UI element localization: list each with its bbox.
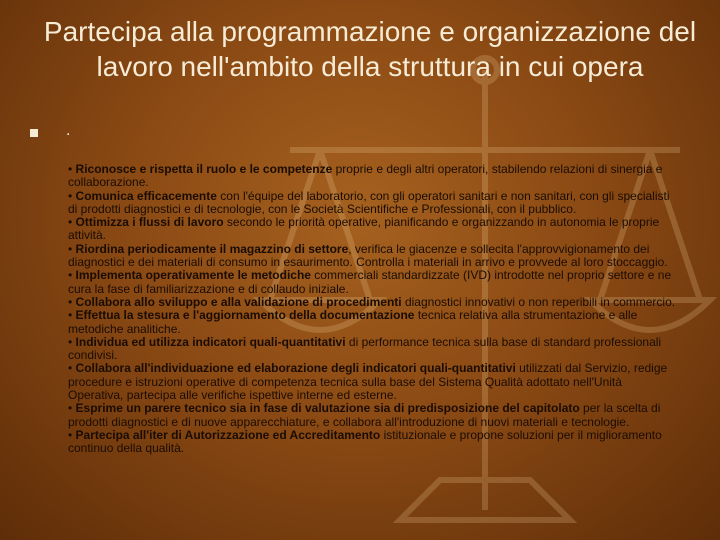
- item-bold: Effettua la stesura e l'aggiornamento della documentazione: [75, 308, 415, 323]
- item-text: istituzionale e propone soluzioni per il miglioramento continuo della qualità.: [68, 427, 662, 456]
- item-text: commerciali standardizzate (IVD) introdotte nel proprio settore e ne cura la fase di familiarizzazione e di collaudo iniziale.: [68, 268, 672, 296]
- item-bold: Individua ed utilizza indicatori quali-quantitativi: [75, 334, 346, 349]
- item-text: tecnica relativa alla strumentazione e alle metodiche analitiche.: [68, 308, 638, 336]
- bullet-list: [68, 163, 676, 456]
- list-item: • Implementa operativamente le metodiche commerciali standardizzate (IVD) introdotte nel proprio settore e ne cura la fase di familiarizzazione e di collaudo iniziale.: [68, 268, 672, 296]
- slide-title: Partecipa alla programmazione e organizzazione del lavoro nell'ambito della struttura in cui opera: [43, 16, 697, 82]
- item-bold: Comunica efficacemente: [75, 188, 217, 203]
- item-text: secondo le priorità operative, pianificando e organizzando in autonomia le proprie attività.: [68, 215, 660, 243]
- item-bold: Collabora all'individuazione ed elaborazione degli indicatori quali-quantitativi: [75, 361, 516, 376]
- list-item: • Comunica efficacemente con l'équipe del laboratorio, con gli operatori sanitari e non sanitari, con gli specialisti di prodotti diagnostici e di tecnologie, con le Società Scientifiche e Professionali, con il pubblico.: [68, 188, 670, 216]
- item-bold: Ottimizza i flussi di lavoro: [75, 215, 224, 230]
- item-text: per la scelta di prodotti diagnostici e di nuove apparecchiature, e collabora all'introduzione di nuovi materiali e tecnologie.: [68, 401, 661, 429]
- item-bold: Riordina periodicamente il magazzino di settore: [75, 241, 349, 256]
- item-bold: Implementa operativamente le metodiche: [75, 268, 311, 283]
- list-item: • Riordina periodicamente il magazzino di settore, verifica le giacenze e sollecita l'approvvigionamento dei diagnostici e dei materiali di consumo in esaurimento. Controlla i materiali in arrivo e provvede al loro stoccaggio.: [68, 241, 668, 270]
- item-bold: Partecipa all'iter di Autorizzazione ed Accreditamento: [75, 427, 381, 442]
- list-item: • Effettua la stesura e l'aggiornamento della documentazione tecnica relativa alla strumentazione e alle metodiche analitiche.: [68, 308, 638, 336]
- item-bold: Esprime un parere tecnico sia in fase di valutazione sia di predisposizione del capitolato: [75, 401, 580, 416]
- item-text: , verifica le giacenze e sollecita l'approvvigionamento dei diagnostici e dei materiali di consumo in esaurimento. Controlla i materiali in arrivo e provvede al loro stoccaggio.: [68, 241, 668, 270]
- item-bold: Riconosce e rispetta il ruolo e le competenze: [75, 162, 333, 176]
- outer-bullet-text: .: [66, 122, 71, 139]
- list-item: • Partecipa all'iter di Autorizzazione ed Accreditamento istituzionale e propone soluzioni per il miglioramento continuo della qualità.: [68, 427, 662, 456]
- item-text: diagnostici innovativi o non reperibili in commercio.: [401, 294, 676, 309]
- item-text: con l'équipe del laboratorio, con gli operatori sanitari e non sanitari, con gli specialisti di prodotti diagnostici e di tecnologie, con le Società Scientifiche e Professionali, con il pubblico.: [68, 188, 670, 216]
- list-item: • Individua ed utilizza indicatori quali-quantitativi di performance tecnica sulla base di standard professionali condivisi.: [68, 334, 662, 363]
- list-item: • Collabora allo sviluppo e alla validazione di procedimenti diagnostici innovativi o non reperibili in commercio.: [68, 294, 676, 309]
- square-bullet-icon: [30, 129, 38, 137]
- list-item: • Esprime un parere tecnico sia in fase di valutazione sia di predisposizione del capitolato per la scelta di prodotti diagnostici e di nuove apparecchiature, e collabora all'introduzione di nuovi materiali e tecnologie.: [68, 401, 661, 429]
- list-item: • Riconosce e rispetta il ruolo e le competenze proprie e degli altri operatori, stabilendo relazioni di sinergia e collaborazione.: [68, 162, 663, 190]
- item-bold: Collabora allo sviluppo e alla validazione di procedimenti: [75, 294, 402, 309]
- list-item: • Ottimizza i flussi di lavoro secondo le priorità operative, pianificando e organizzando in autonomia le proprie attività.: [68, 215, 660, 243]
- item-text: proprie e degli altri operatori, stabilendo relazioni di sinergia e collaborazione.: [68, 162, 663, 190]
- item-text: utilizzati dal Servizio, redige procedure e istruzioni operative di competenza tecnica sulla base del Sistema Qualità adottato nell'Unità Operativa, partecipa alle verifiche ispettive interne ed esterne.: [68, 361, 668, 403]
- list-item: • Collabora all'individuazione ed elaborazione degli indicatori quali-quantitativi utilizzati dal Servizio, redige procedure e istruzioni operative di competenza tecnica sulla base del Sistema Qualità adottato nell'Unità Operativa, partecipa alle verifiche ispettive interne ed esterne.: [68, 361, 668, 403]
- item-text: di performance tecnica sulla base di standard professionali condivisi.: [68, 334, 662, 363]
